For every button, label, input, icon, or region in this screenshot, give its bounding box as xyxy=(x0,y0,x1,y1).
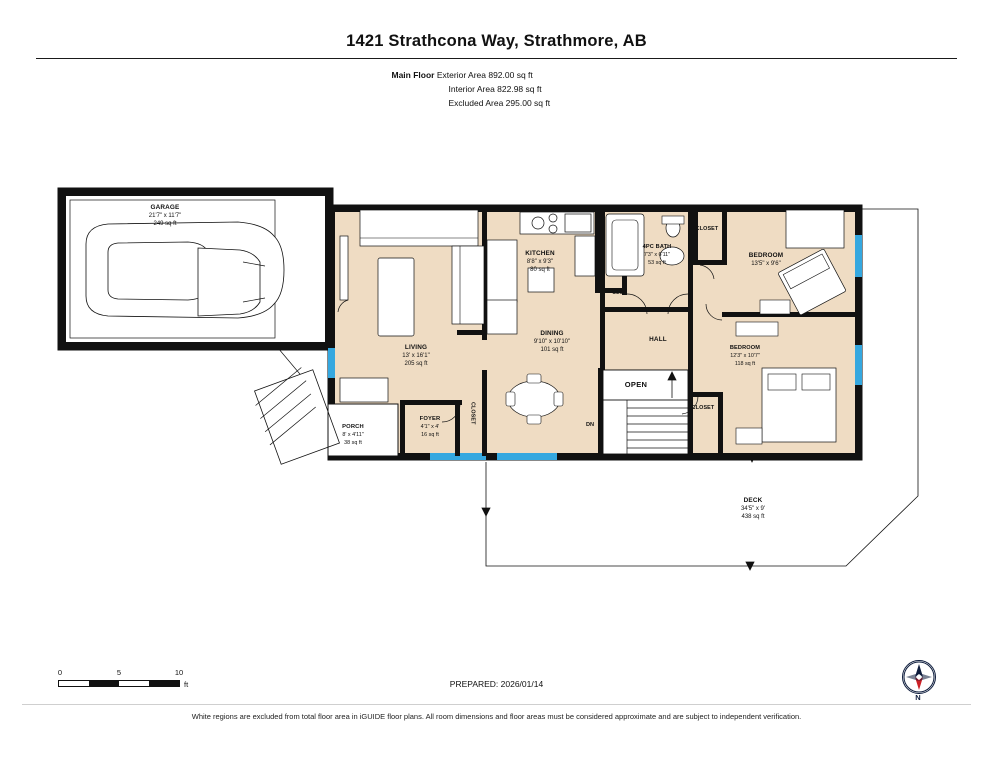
room-label-porch: PORCH 8' x 4'11" 38 sq ft xyxy=(342,424,364,447)
prepared-date: PREPARED: 2026/01/14 xyxy=(449,679,544,689)
room-label-dining: DINING 9'10" x 10'10" 101 sq ft xyxy=(533,330,571,354)
page-title: 1421 Strathcona Way, Strathmore, AB xyxy=(346,32,647,50)
room-label-garage: GARAGE 21'7" x 11'7" 249 sq ft xyxy=(148,204,182,228)
stair-down-label: DN xyxy=(585,422,595,428)
disclaimer-text: White regions are excluded from total floor area in iGUIDE floor plans. All room dimensions and floor areas must be considered approximate and are subject to independent verification. xyxy=(191,712,802,721)
scale-tick-1: 5 xyxy=(116,668,122,677)
room-label-hall: HALL xyxy=(649,336,667,343)
footer-divider xyxy=(22,704,971,705)
room-label-living: LIVING 13' x 16'1" 205 sq ft xyxy=(402,344,430,368)
room-label-deck: DECK 34'5" x 9' 438 sq ft xyxy=(740,497,766,521)
room-label-bath: 4PC BATH 7'3" x 6'11" 53 sq ft xyxy=(642,244,672,267)
room-label-closet-hall: CLOSET xyxy=(691,405,715,411)
area-line-excluded: Excluded Area 295.00 sq ft xyxy=(448,98,551,108)
room-label-foyer: FOYER 4'1" x 4' 16 sq ft xyxy=(419,416,441,439)
compass-north-label: N xyxy=(915,693,921,702)
room-label-bedroom-1: BEDROOM 13'5" x 9'6" xyxy=(748,252,784,268)
room-label-kitchen: KITCHEN 8'8" x 9'3" 80 sq ft xyxy=(525,250,555,274)
area-line-exterior: Exterior Area 892.00 sq ft xyxy=(436,70,533,80)
room-label-bedroom-2: BEDROOM 12'3" x 10'7" 118 sq ft xyxy=(729,345,761,368)
room-label-closet-foyer: CLOSET xyxy=(469,402,476,425)
scale-unit: ft xyxy=(184,680,189,689)
room-label-closet-top: CLOSET xyxy=(695,226,719,232)
room-label-clo: CLO xyxy=(612,290,624,296)
scale-tick-2: 10 xyxy=(174,668,184,677)
area-line-interior: Interior Area 822.98 sq ft xyxy=(448,84,542,94)
scale-ticks xyxy=(58,668,198,678)
floor-label: Main Floor xyxy=(391,70,435,80)
scale-tick-0: 0 xyxy=(57,668,63,677)
stair-open-label: OPEN xyxy=(624,380,648,389)
